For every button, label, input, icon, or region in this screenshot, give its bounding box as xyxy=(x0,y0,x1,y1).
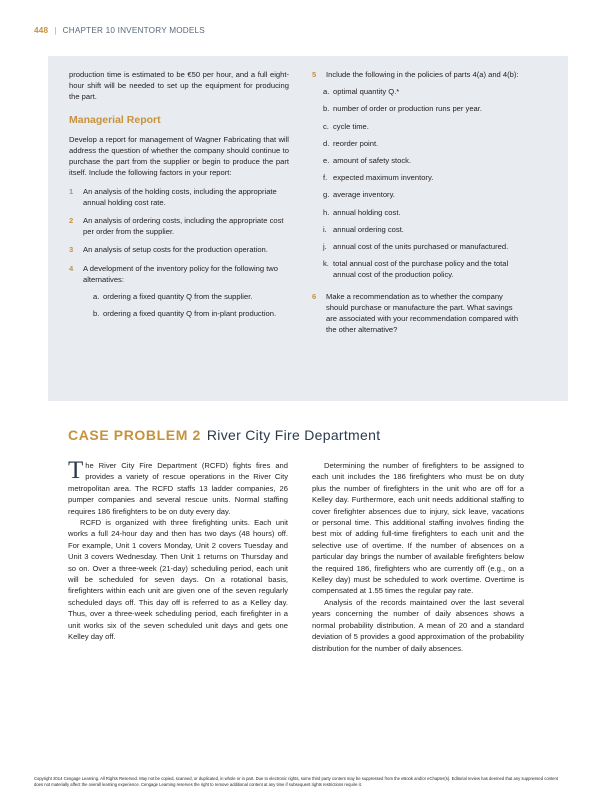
item-number: 3 xyxy=(69,245,74,255)
item-letter: i. xyxy=(323,224,327,234)
item-text: number of order or production runs per year. xyxy=(333,104,483,114)
case-problem-name: River City Fire Department xyxy=(206,427,381,443)
managerial-right-column xyxy=(312,69,522,335)
case-paragraph-3: Determining the number of firefighters to be assigned to each unit includes the 186 firefighters who must be on duty plus the number of firefighters in the unit who are off for a Kelley day. Furthermore, each unit needs additional staffing to cover firefighter absences due to injury, sick leave, vacations or personal time. This additional staffing involves finding the best mix of adding full-time firefighters to each unit and the selective use of overtime. If the number of absences on a particular day brings the number of available firefighters below the required 186, firefighters who are currently off (e.g., on a Kelley day) must be scheduled to work overtime. Overtime is compensated at 1.55 times the regular pay rate. xyxy=(312,461,524,596)
case-problem-label: CASE PROBLEM 2 xyxy=(68,427,201,443)
item-text: Make a recommendation as to whether the company should purchase or manufacture the part. What savings are associated with your recommendation compared with the other alternative? xyxy=(326,291,519,335)
item-text: average inventory. xyxy=(333,190,395,200)
intro-paragraph: production time is estimated to be €50 per hour, and a full eight-hour shift will be needed to set up the equipment for producing the part. xyxy=(69,70,289,102)
item-letter: j. xyxy=(323,242,327,252)
report-item-2 xyxy=(69,215,289,237)
item-letter: g. xyxy=(323,190,330,200)
item-letter: d. xyxy=(323,138,330,148)
report-item-3 xyxy=(69,244,289,255)
header-separator: | xyxy=(54,26,57,35)
item-text: annual holding cost. xyxy=(333,207,401,217)
alternative-b xyxy=(93,308,289,319)
report-item-1 xyxy=(69,186,289,208)
item-text: An analysis of ordering costs, including the appropriate cost per order from the supplier. xyxy=(83,216,284,237)
item-number: 1 xyxy=(69,186,74,196)
managerial-paragraph: Develop a report for management of Wagner Fabricating that will address the question of whether the company should continue to purchase the part from the supplier or begin to produce the part itself. Include the following factors in your report: xyxy=(69,134,289,178)
item-letter: a. xyxy=(93,292,100,302)
case-left-column xyxy=(68,457,288,643)
chapter-label: CHAPTER 10 xyxy=(62,26,116,35)
item-number: 5 xyxy=(312,70,317,79)
item-text: An analysis of the holding costs, including the appropriate annual holding cost rate. xyxy=(83,186,277,207)
report-item-4 xyxy=(69,263,289,320)
managerial-left-column xyxy=(69,69,289,319)
drop-cap: T xyxy=(68,457,84,484)
item-number: 4 xyxy=(69,263,74,273)
case-paragraph-1-text: he River City Fire Department (RCFD) fights fires and provides a variety of rescue operations in the River City metropolitan area. The RCFD staffs 13 ladder companies, 26 pumper companies and several rescue units. Normal staffing requires 186 firefighters to be on duty every day. xyxy=(68,461,288,516)
case-right-column xyxy=(312,460,524,654)
item-text: An analysis of setup costs for the production operation. xyxy=(83,245,268,255)
factor-h xyxy=(323,207,522,218)
item-text: A development of the inventory policy for the following two alternatives: xyxy=(83,263,279,284)
alternative-a xyxy=(93,291,289,302)
managerial-report-heading: Managerial Report xyxy=(69,113,161,126)
chapter-title: INVENTORY MODELS xyxy=(117,26,205,35)
report-item-6 xyxy=(312,291,522,336)
case-paragraph-2: RCFD is organized with three firefighting units. Each unit works a full 24-hour day and then has two days (48 hours) off. For example, Unit 1 covers Monday, Unit 2 covers Tuesday and Unit 3 covers Wednesday. Then Unit 1 returns on Thursday and so on. Over a three-week (21-day) scheduling period, each unit will be scheduled for seven days. On a rotational basis, firefighters within each unit are given one of the seven regularly scheduled days off. This day off is referred to as a Kelley day. Thus, over a three-week scheduling period, each firefighter in a unit works six of the seven scheduled unit days and gets one Kelley day off. xyxy=(68,518,288,642)
factor-j xyxy=(323,241,522,252)
case-paragraph-1 xyxy=(68,457,288,517)
item-letter: a. xyxy=(323,87,330,97)
factor-e xyxy=(323,155,522,166)
factor-f xyxy=(323,172,522,183)
report-item-5 xyxy=(312,69,522,80)
alternatives-list xyxy=(83,291,289,319)
item-number: 2 xyxy=(69,216,74,226)
item-letter: k. xyxy=(323,259,329,269)
item-letter: c. xyxy=(323,121,329,131)
factor-k xyxy=(323,258,522,280)
item-text: annual ordering cost. xyxy=(333,224,404,234)
item-letter: h. xyxy=(323,207,330,217)
item-letter: f. xyxy=(323,173,328,183)
item-text: reorder point. xyxy=(333,138,379,148)
item-text: ordering a fixed quantity Q from in-plant production. xyxy=(103,309,277,319)
item-text: amount of safety stock. xyxy=(333,156,412,166)
item-letter: b. xyxy=(93,309,100,319)
policy-factors-list xyxy=(312,86,522,280)
factor-b xyxy=(323,103,522,114)
running-header xyxy=(34,26,205,35)
item-text: ordering a fixed quantity Q from the supplier. xyxy=(103,292,253,302)
case-problem-title xyxy=(68,427,380,443)
item-letter: e. xyxy=(323,156,330,166)
case-paragraph-4: Analysis of the records maintained over the last several years concerning the number of daily absences shows a normal probability distribution. A mean of 20 and a standard deviation of 5 provides a good approximation of the probability distribution for the number of daily absences. xyxy=(312,597,524,653)
factor-g xyxy=(323,189,522,200)
item-text: annual cost of the units purchased or manufactured. xyxy=(333,242,509,252)
item-number: 6 xyxy=(312,291,317,301)
factor-i xyxy=(323,224,522,235)
factor-d xyxy=(323,138,522,149)
factor-a xyxy=(323,86,522,97)
page-number: 448 xyxy=(34,26,49,35)
item-text: optimal quantity Q.* xyxy=(333,87,400,97)
item-text: cycle time. xyxy=(333,121,369,131)
factor-c xyxy=(323,121,522,132)
copyright-footer: Copyright 2014 Cengage Learning. All Rights Reserved. May not be copied, scanned, or duplicated, in whole or in part. Due to electronic rights, some third party content may be suppressed from the eBook and/or eChapter(s). Editorial review has deemed that any suppressed content does not materially affect the overall learning experience. Cengage Learning reserves the right to remove additional content at any time if subsequent rights restrictions require it. xyxy=(34,776,558,787)
item-text: Include the following in the policies of parts 4(a) and 4(b): xyxy=(326,70,519,79)
item-letter: b. xyxy=(323,104,330,114)
item-text: expected maximum inventory. xyxy=(333,173,434,183)
item-text: total annual cost of the purchase policy and the total annual cost of the production policy. xyxy=(333,259,509,280)
